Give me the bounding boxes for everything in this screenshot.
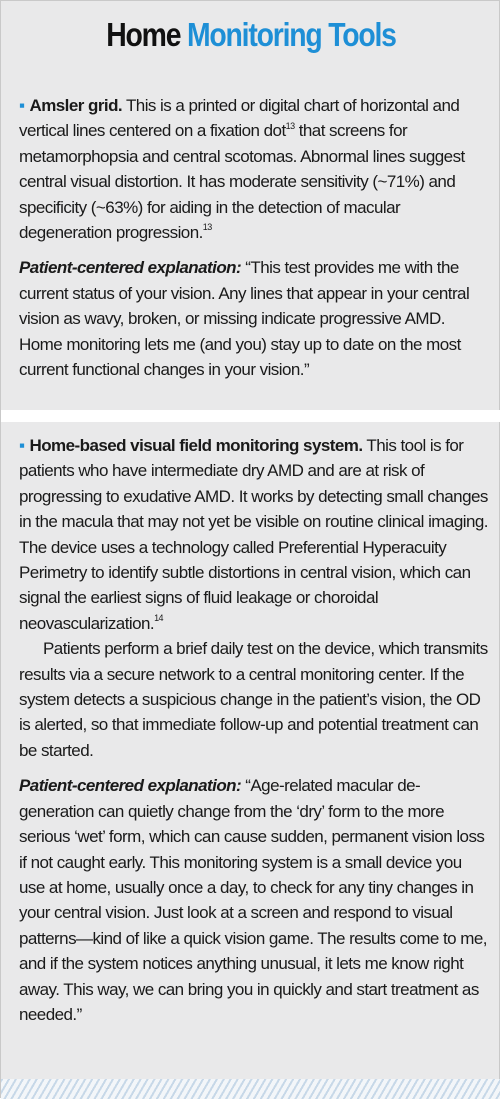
system-pce-label: Patient-centered explanation: xyxy=(19,776,242,796)
system-pce-text: “Age-related macular degeneration can quietly change from the ‘dry’ form to the more serious ‘wet’ form, which can cause sudden, permanent vision loss if not caught early. This monitoring system is a small device you use at home, usually once a day, to check for any tiny changes in your central vision. Just look at a screen and respond to visual patterns—kind of like a quick vision game. The results come to me, and if the system notices anything unusual, it lets me know right away. This way, we can bring you in quickly and start treatment as needed.” xyxy=(19,776,487,1024)
system-paragraph-2: Patients perform a brief daily test on the device, which transmits results via a secure network to a central monitoring center. If the system detects a suspicious change in the patient’s vision, the OD is alerted, so that immediate follow-up and potential treatment can be started. xyxy=(19,639,488,760)
system-lead: Home-based visual field monitoring system. xyxy=(29,436,363,455)
reference-13b: 13 xyxy=(202,222,212,233)
title-word-dark: Home xyxy=(106,16,181,53)
amsler-patient-explanation xyxy=(19,255,489,382)
section-home-monitoring-system xyxy=(19,433,489,1027)
bullet-icon: ▪ xyxy=(19,96,25,115)
system-description xyxy=(19,433,489,636)
amsler-pce-text: “This test provides me with the current status of your vision. Any lines that appear in your central vision as wavy, broken, or missing indicate progressive AMD. Home monitoring lets me (and you) stay up to date on the most current functional changes in your vision.” xyxy=(19,258,470,380)
hatched-footer-band xyxy=(1,1079,500,1099)
system-patient-explanation xyxy=(19,773,489,1027)
reference-14: 14 xyxy=(154,613,164,624)
amsler-pce-label: Patient-centered explanation: xyxy=(19,258,242,278)
section-amsler-grid xyxy=(19,93,489,382)
amsler-lead: Amsler grid. xyxy=(29,96,123,115)
system-body-a: This tool is for patients who have intermediate dry AMD and are at risk of progressing to exudative AMD. It works by detecting small changes in the macula that may not yet be visible on routine clinical imaging. The device uses a technology called Preferential Hyperacuity Perimetry to identify subtle distortions in central vision, which can signal the earliest signs of fluid leakage or choroidal neovascularization. xyxy=(19,436,488,633)
bullet-icon: ▪ xyxy=(19,436,25,455)
amsler-body-b: that screens for metamorphopsia and central scotomas. Abnormal lines suggest central visual distortion. It has moderate sensitivity (~71%) and specificity (~63%) for aiding in the detection of macular degeneration progression. xyxy=(19,121,465,243)
amsler-body-a: This is a printed or digital chart of horizontal and vertical lines centered on a fixation dot xyxy=(19,96,460,141)
sidebar-title xyxy=(36,15,466,55)
reference-13a: 13 xyxy=(285,120,295,131)
title-word-accent: Monitoring Tools xyxy=(186,16,396,53)
section-divider xyxy=(1,410,500,422)
amsler-description xyxy=(19,93,489,245)
